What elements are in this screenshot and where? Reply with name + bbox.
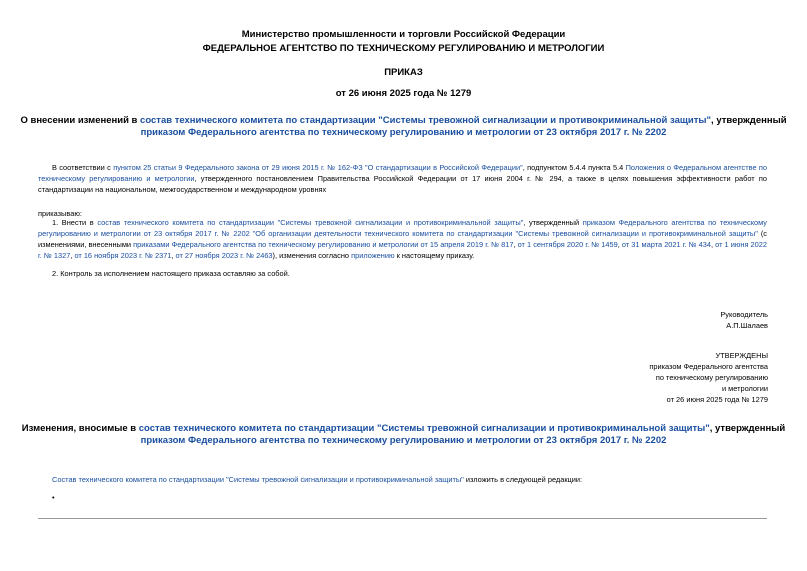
item-1-text-10: к настоящему приказу.	[394, 251, 475, 260]
order-title-line2	[0, 127, 807, 139]
appendix-link[interactable]: приложению	[351, 251, 395, 260]
annex-composition-link[interactable]: Состав технического комитета по стандартизации "Системы тревожной сигнализации и противокриминальной защиты"	[52, 475, 464, 484]
regulation-link[interactable]: Положения о Федеральном агентстве по техническому регулированию и метрологии	[38, 163, 768, 183]
preamble-text-1: В соответствии с	[52, 163, 114, 172]
order-title-prefix: О внесении изменений в	[20, 115, 141, 126]
signature-block	[468, 309, 768, 331]
agency-name: ФЕДЕРАЛЬНОЕ АГЕНТСТВО ПО ТЕХНИЧЕСКОМУ РЕГУЛИРОВАНИЮ И МЕТРОЛОГИИ	[202, 43, 605, 54]
item-1-text-1: 1. Внести в	[52, 218, 98, 227]
item-2-paragraph: 2. Контроль за исполнением настоящего приказа оставляю за собой.	[52, 269, 290, 278]
order-2202-full-link[interactable]: приказом Федерального агентства по техническому регулированию и метрологии от 23 октября 2017 г. № 2202 "Об организации деятельности технического комитета по стандартизации "Системы тревожной сигнализации и противокриминальной защиты"	[38, 218, 767, 238]
item-1-text-9: ), изменения согласно	[272, 251, 352, 260]
page-divider	[38, 518, 767, 519]
order-2463-link[interactable]: от 27 ноября 2023 г. № 2463	[175, 251, 273, 260]
order-title-middle: , утвержденный	[711, 115, 787, 126]
order-title	[0, 115, 807, 139]
annex-title-line1	[0, 423, 807, 435]
order-1327-link[interactable]: от 1 июня 2022 г. № 1327	[38, 240, 767, 260]
document-type: ПРИКАЗ	[384, 67, 423, 78]
preamble-text-4: , а также в целях повышения эффективности работ по стандартизации на национальном, межгосударственном и международном уровнях	[38, 174, 767, 194]
order-817-link[interactable]: приказами Федерального агентства по техническому регулированию и метрологии от 15 апреля 2019 г. № 817	[133, 240, 514, 249]
federal-law-link[interactable]: пунктом 25 статьи 9 Федерального закона от 29 июня 2015 г. № 162-ФЗ "О стандартизации в Российской Федерации"	[113, 163, 523, 172]
item-1-sep-5: ,	[171, 251, 176, 260]
committee-composition-link[interactable]: состав технического комитета по стандартизации "Системы тревожной сигнализации и противокриминальной защиты"	[140, 115, 712, 126]
approval-line-3: по техническому регулированию	[655, 373, 768, 382]
item-1-sep-4: ,	[70, 251, 75, 260]
annex-title	[0, 423, 807, 447]
approval-block	[468, 350, 768, 405]
approval-line-5: от 26 июня 2025 года № 1279	[666, 395, 768, 404]
order-2371-link[interactable]: от 16 ноября 2023 г. № 2371	[74, 251, 172, 260]
approval-line-1: УТВЕРЖДЕНЫ	[715, 351, 768, 360]
signature-name: А.П.Шалаев	[726, 321, 768, 330]
ministry-name: Министерство промышленности и торговли Российской Федерации	[241, 29, 566, 40]
item-1-sep-3: ,	[710, 240, 716, 249]
annex-body-text: изложить в следующей редакции:	[463, 475, 583, 484]
item-1-sep-2: ,	[617, 240, 622, 249]
bullet-marker: •	[52, 493, 55, 502]
document-date: от 26 июня 2025 года № 1279	[335, 88, 472, 99]
order-title-line1	[0, 115, 807, 127]
order-2202-link[interactable]: приказом Федерального агентства по техническому регулированию и метрологии от 23 октября 2017 г. № 2202	[140, 127, 667, 138]
item-1-text-3: (с изменениями, внесенными	[38, 229, 767, 249]
item-1-paragraph	[38, 217, 767, 261]
signature-position: Руководитель	[720, 310, 768, 319]
order-434-link[interactable]: от 31 марта 2021 г. № 434	[621, 240, 711, 249]
annex-title-line2	[0, 435, 807, 447]
annex-body-paragraph	[52, 474, 767, 485]
annex-committee-link[interactable]: состав технического комитета по стандартизации "Системы тревожной сигнализации и противокриминальной защиты"	[138, 423, 710, 434]
approval-line-2: приказом Федерального агентства	[649, 362, 768, 371]
preamble-paragraph	[38, 162, 767, 195]
annex-title-middle: , утвержденный	[709, 423, 786, 434]
order-1459-link[interactable]: от 1 сентября 2020 г. № 1459	[517, 240, 618, 249]
preamble-text-3: , утвержденного постановлением Правительства Российской Федерации от 17 июня 2004 г. № 294	[194, 174, 562, 183]
annex-order-2202-link[interactable]: приказом Федерального агентства по техническому регулированию и метрологии от 23 октября 2017 г. № 2202	[140, 435, 667, 446]
approval-line-4: и метрологии	[721, 384, 768, 393]
committee-link[interactable]: состав технического комитета по стандартизации "Системы тревожной сигнализации и противокриминальной защиты"	[97, 218, 524, 227]
item-1-sep-1: ,	[513, 240, 518, 249]
item-1-text-2: , утвержденный	[523, 218, 583, 227]
annex-title-prefix: Изменения, вносимые в	[21, 423, 139, 434]
order-word: приказываю:	[38, 209, 82, 218]
preamble-text-2: , подпунктом 5.4.4 пункта 5.4	[522, 163, 626, 172]
